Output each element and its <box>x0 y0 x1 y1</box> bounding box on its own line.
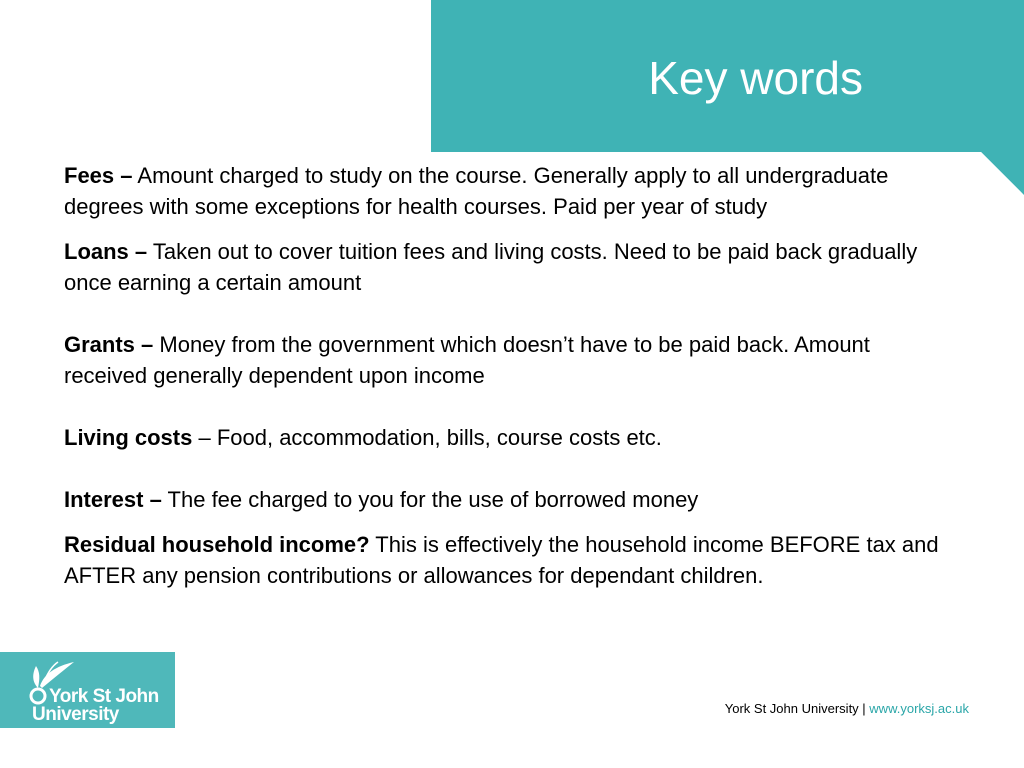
entry-definition: – Food, accommodation, bills, course costs etc. <box>192 425 662 450</box>
key-words-list <box>64 160 959 591</box>
entry-fees <box>64 160 959 222</box>
entry-definition: The fee charged to you for the use of borrowed money <box>161 487 699 512</box>
entry-definition: Taken out to cover tuition fees and living costs. Need to be paid back gradually once earning a certain amount <box>64 239 918 295</box>
footer-org: York St John University <box>724 701 859 716</box>
entry-interest <box>64 484 959 515</box>
slide-title: Key words <box>648 52 863 104</box>
entry-grants <box>64 329 959 391</box>
entry-term: Residual household income? <box>64 532 370 557</box>
entry-living-costs <box>64 422 959 453</box>
entry-residual-household-income <box>64 529 959 591</box>
entry-definition: Money from the government which doesn’t have to be paid back. Amount received generally dependent upon income <box>64 332 870 388</box>
university-logo <box>0 652 175 728</box>
entry-term: Fees – <box>64 163 133 188</box>
entry-definition: Amount charged to study on the course. Generally apply to all undergraduate degrees with some exceptions for health courses. Paid per year of study <box>64 163 889 219</box>
banner-corner-fold <box>981 152 1024 195</box>
leaf-sprig-icon <box>18 658 163 726</box>
entry-term: Interest – <box>64 487 162 512</box>
logo-line-2: University <box>32 704 119 725</box>
entry-term: Grants – <box>64 332 154 357</box>
footer <box>725 701 969 717</box>
entry-term: Loans – <box>64 239 148 264</box>
footer-website-link[interactable]: www.yorksj.ac.uk <box>869 701 969 716</box>
logo-line-1: York St John <box>49 686 159 707</box>
entry-loans <box>64 236 959 298</box>
entry-definition: This is effectively the household income BEFORE tax and AFTER any pension contributions or allowances for dependant children. <box>64 532 939 588</box>
footer-separator: | <box>858 701 870 716</box>
entry-term: Living costs <box>64 425 193 450</box>
